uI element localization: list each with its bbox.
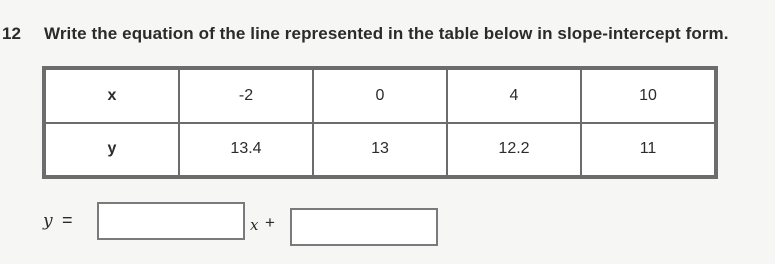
equation-equals: = [62,210,73,230]
table-cell: 0 [313,69,447,123]
table-header-y: y [45,123,179,177]
equation-plus: + [265,213,275,232]
answer-equation [43,202,463,248]
table-cell: 4 [447,69,581,123]
table-cell: 13.4 [179,123,313,177]
question-prompt: Write the equation of the line represented in the table below in slope-intercept form. [44,24,729,43]
equation-y: y [43,211,53,231]
table-header-x: x [45,69,179,123]
table-cell: 10 [581,69,715,123]
slope-answer-box[interactable] [97,202,245,240]
table-cell: 13 [313,123,447,177]
table-cell: 11 [581,123,715,177]
table-cell: -2 [179,69,313,123]
values-table [42,66,718,179]
intercept-answer-box[interactable] [290,208,438,246]
table-row-x [45,69,715,123]
table-cell: 12.2 [447,123,581,177]
equation-x: x [250,216,259,234]
table-row-y [45,123,715,177]
question-number: 12 [2,24,21,43]
